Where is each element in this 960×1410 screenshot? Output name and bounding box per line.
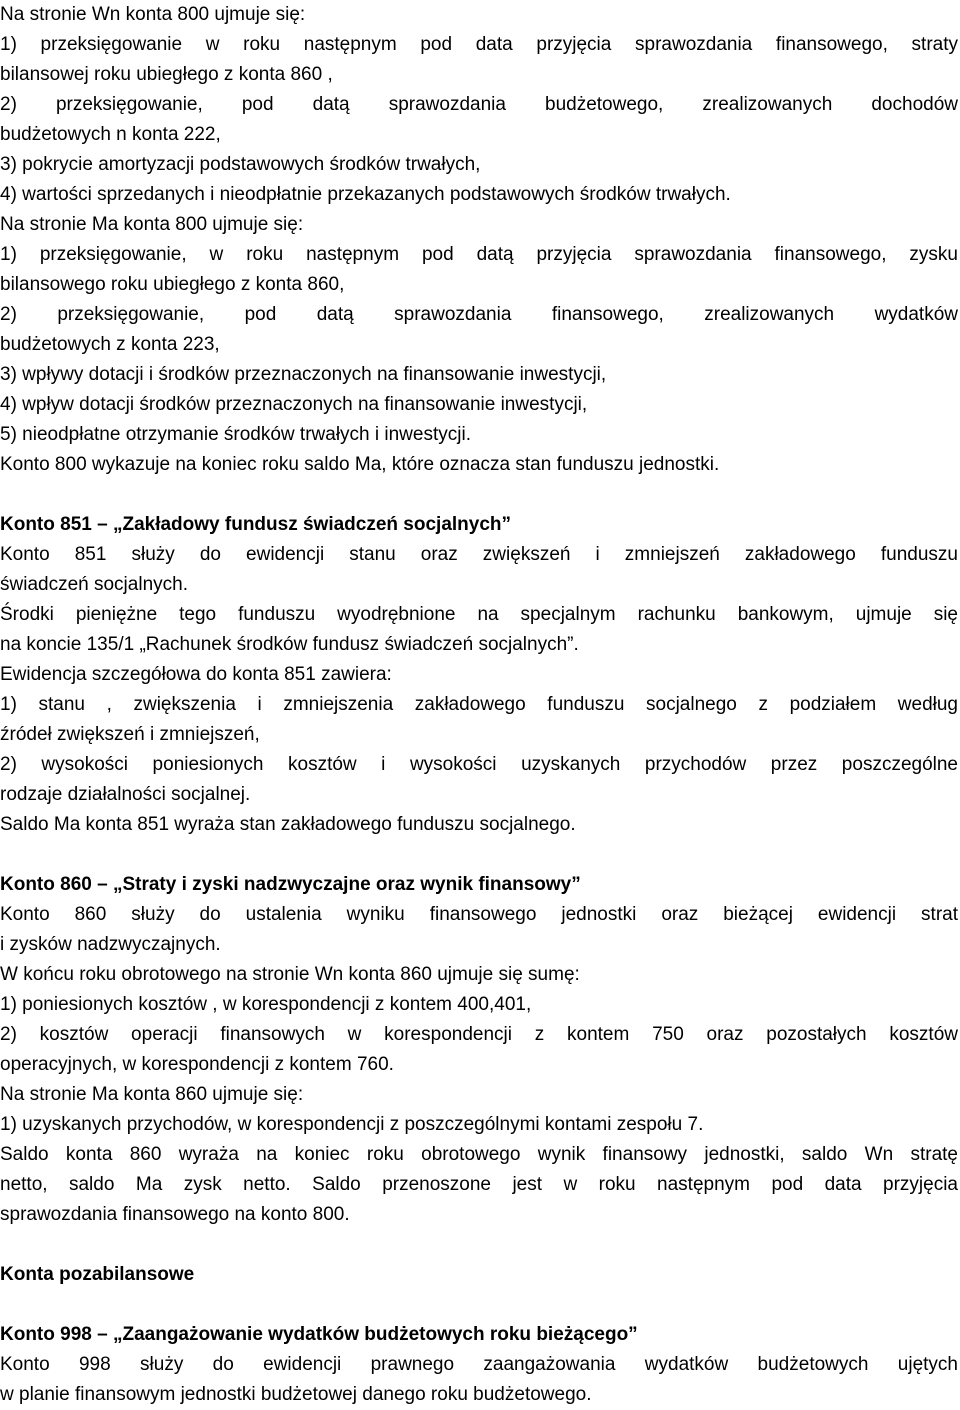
blank-line (0, 840, 958, 870)
text-line: Środki pieniężne tego funduszu wyodrębnione na specjalnym rachunku bankowym, ujmuje się (0, 604, 958, 625)
blank-line (0, 1230, 958, 1260)
text-line: Konto 800 wykazuje na koniec roku saldo Ma, które oznacza stan funduszu jednostki. (0, 454, 720, 475)
text-line: 4) wartości sprzedanych i nieodpłatnie przekazanych podstawowych środków trwałych. (0, 184, 731, 205)
text-line: sprawozdania finansowego na konto 800. (0, 1204, 350, 1225)
text-line: w planie finansowym jednostki budżetowej danego roku budżetowego. (0, 1384, 592, 1405)
text-line: 2) wysokości poniesionych kosztów i wysokości uzyskanych przychodów przez poszczególne (0, 754, 958, 775)
text-line: Na stronie Wn konta 800 ujmuje się: (0, 4, 306, 25)
text-line: źródeł zwiększeń i zmniejszeń, (0, 724, 260, 745)
blank-line (0, 1290, 958, 1320)
text-line: 1) przeksięgowanie w roku następnym pod data przyjęcia sprawozdania finansowego, straty (0, 34, 958, 55)
text-line: 1) przeksięgowanie, w roku następnym pod datą przyjęcia sprawozdania finansowego, zysku (0, 244, 958, 265)
text-line: bilansowej roku ubiegłego z konta 860 , (0, 64, 333, 85)
text-line: świadczeń socjalnych. (0, 574, 188, 595)
blank-line (0, 480, 958, 510)
text-line: Konto 998 służy do ewidencji prawnego zaangażowania wydatków budżetowych ujętych (0, 1354, 958, 1375)
text-line: Saldo konta 860 wyraża na koniec roku obrotowego wynik finansowy jednostki, saldo Wn stratę (0, 1144, 958, 1165)
text-line: 5) nieodpłatne otrzymanie środków trwałych i inwestycji. (0, 424, 471, 445)
text-line: 2) kosztów operacji finansowych w korespondencji z kontem 750 oraz pozostałych kosztów (0, 1024, 958, 1045)
text-line: W końcu roku obrotowego na stronie Wn konta 860 ujmuje się sumę: (0, 964, 580, 985)
text-line: 3) pokrycie amortyzacji podstawowych środków trwałych, (0, 154, 481, 175)
text-line: 3) wpływy dotacji i środków przeznaczonych na finansowanie inwestycji, (0, 364, 607, 385)
text-line: operacyjnych, w korespondencji z kontem 760. (0, 1054, 394, 1075)
text-line: i zysków nadzwyczajnych. (0, 934, 221, 955)
text-line: bilansowego roku ubiegłego z konta 860, (0, 274, 345, 295)
text-line: Ewidencja szczegółowa do konta 851 zawiera: (0, 664, 392, 685)
section-heading: Konto 998 – „Zaangażowanie wydatków budżetowych roku bieżącego” (0, 1324, 638, 1345)
text-line: 2) przeksięgowanie, pod datą sprawozdania budżetowego, zrealizowanych dochodów (0, 94, 958, 115)
text-line: Saldo Ma konta 851 wyraża stan zakładowego funduszu socjalnego. (0, 814, 576, 835)
text-line: Konto 851 służy do ewidencji stanu oraz zwiększeń i zmniejszeń zakładowego funduszu (0, 544, 958, 565)
section-heading: Konto 851 – „Zakładowy fundusz świadczeń socjalnych” (0, 514, 512, 535)
text-line: budżetowych z konta 223, (0, 334, 220, 355)
text-line: 1) stanu , zwiększenia i zmniejszenia zakładowego funduszu socjalnego z podziałem według (0, 694, 958, 715)
text-line: budżetowych n konta 222, (0, 124, 221, 145)
section-heading: Konta pozabilansowe (0, 1264, 195, 1285)
text-line: Konto 860 służy do ustalenia wyniku finansowego jednostki oraz bieżącej ewidencji strat (0, 904, 958, 925)
section-heading: Konto 860 – „Straty i zyski nadzwyczajne oraz wynik finansowy” (0, 874, 581, 895)
text-line: na koncie 135/1 „Rachunek środków fundusz świadczeń socjalnych”. (0, 634, 579, 655)
text-line: Na stronie Ma konta 800 ujmuje się: (0, 214, 304, 235)
text-line: 1) uzyskanych przychodów, w korespondencji z poszczególnymi kontami zespołu 7. (0, 1114, 704, 1135)
text-line: 2) przeksięgowanie, pod datą sprawozdania finansowego, zrealizowanych wydatków (0, 304, 958, 325)
text-line: 4) wpływ dotacji środków przeznaczonych na finansowanie inwestycji, (0, 394, 588, 415)
text-line: rodzaje działalności socjalnej. (0, 784, 251, 805)
text-line: 1) poniesionych kosztów , w korespondencji z kontem 400,401, (0, 994, 532, 1015)
text-line: netto, saldo Ma zysk netto. Saldo przenoszone jest w roku następnym pod data przyjęcia (0, 1174, 958, 1195)
text-line: Na stronie Ma konta 860 ujmuje się: (0, 1084, 304, 1105)
